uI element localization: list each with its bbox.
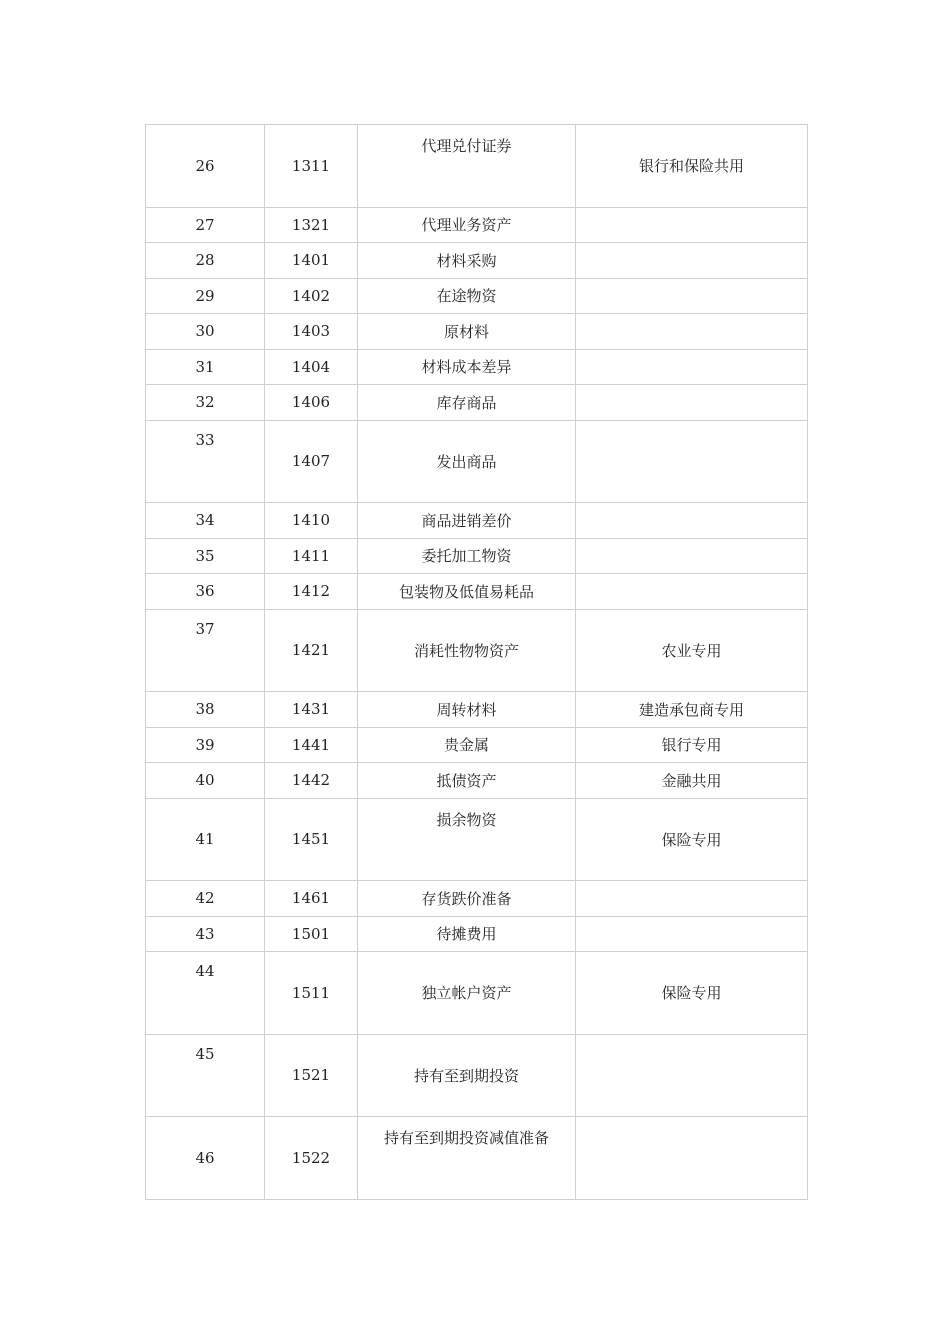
account-code-text: 1311: [291, 156, 331, 175]
account-name-text: 原材料: [443, 322, 489, 341]
row-number-text: 30: [195, 322, 215, 341]
account-name-cell: [358, 609, 576, 692]
account-code-text: 1522: [291, 1148, 331, 1167]
row-number-text: 34: [195, 511, 215, 530]
account-name-text: 持有至到期投资减值准备: [383, 1129, 549, 1147]
table-row: [146, 385, 808, 421]
account-name-text: 材料采购: [436, 251, 497, 270]
row-number-cell: [146, 763, 265, 799]
table-row: [146, 503, 808, 539]
row-number-cell: [146, 798, 265, 881]
account-name-cell: [358, 349, 576, 385]
account-code-cell: [265, 574, 358, 610]
row-number-cell: [146, 349, 265, 385]
row-number-cell: [146, 278, 265, 314]
account-code-cell: [265, 1034, 358, 1117]
row-number-text: 40: [195, 771, 215, 790]
table-row: [146, 574, 808, 610]
row-number-text: 41: [195, 830, 215, 849]
account-code-text: 1442: [291, 771, 331, 790]
row-number-text: 43: [195, 924, 215, 943]
row-number-text: 38: [195, 700, 215, 719]
account-code-text: 1406: [291, 393, 331, 412]
usage-note-cell: [576, 125, 808, 208]
account-name-cell: [358, 952, 576, 1035]
row-number-text: 28: [195, 251, 215, 270]
account-code-text: 1521: [291, 1066, 331, 1085]
row-number-text: 32: [195, 393, 215, 412]
row-number-text: 46: [195, 1148, 215, 1167]
table-row: [146, 243, 808, 279]
usage-note-cell: [576, 243, 808, 279]
table-row: [146, 278, 808, 314]
row-number-cell: [146, 385, 265, 421]
row-number-cell: [146, 952, 265, 1035]
account-code-text: 1461: [291, 889, 331, 908]
usage-note-cell: [576, 503, 808, 539]
account-code-cell: [265, 125, 358, 208]
account-name-text: 消耗性物物资产: [413, 641, 519, 660]
table-row: [146, 609, 808, 692]
account-code-text: 1431: [291, 700, 331, 719]
account-code-cell: [265, 278, 358, 314]
account-name-cell: [358, 798, 576, 881]
usage-note-cell: [576, 538, 808, 574]
account-code-text: 1403: [291, 322, 331, 341]
table-row: [146, 207, 808, 243]
row-number-cell: [146, 207, 265, 243]
account-code-cell: [265, 916, 358, 952]
account-code-text: 1410: [291, 511, 331, 530]
account-name-cell: [358, 207, 576, 243]
table-row: [146, 916, 808, 952]
account-code-cell: [265, 798, 358, 881]
table-row: [146, 1034, 808, 1117]
row-number-cell: [146, 916, 265, 952]
row-number-cell: [146, 503, 265, 539]
row-number-cell: [146, 243, 265, 279]
table-row: [146, 314, 808, 350]
usage-note-text: 金融共用: [661, 771, 722, 790]
account-code-text: 1402: [291, 286, 331, 305]
usage-note-cell: [576, 314, 808, 350]
account-name-cell: [358, 881, 576, 917]
account-name-text: 在途物资: [436, 287, 497, 306]
account-name-text: 代理兑付证券: [421, 137, 512, 155]
usage-note-cell: [576, 278, 808, 314]
account-code-cell: [265, 420, 358, 503]
usage-note-text: 农业专用: [661, 641, 722, 660]
usage-note-text: 银行专用: [661, 736, 722, 755]
table-row: [146, 1117, 808, 1200]
usage-note-cell: [576, 609, 808, 692]
usage-note-cell: [576, 798, 808, 881]
usage-note-cell: [576, 692, 808, 728]
usage-note-cell: [576, 881, 808, 917]
usage-note-text: 保险专用: [661, 830, 722, 849]
table-row: [146, 538, 808, 574]
account-name-cell: [358, 727, 576, 763]
table-row: [146, 420, 808, 503]
account-code-text: 1321: [291, 215, 331, 234]
account-code-text: 1421: [291, 641, 331, 660]
account-code-cell: [265, 243, 358, 279]
table-row: [146, 881, 808, 917]
account-code-text: 1412: [291, 582, 331, 601]
account-code-cell: [265, 727, 358, 763]
table-row: [146, 798, 808, 881]
usage-note-cell: [576, 574, 808, 610]
table-row: [146, 125, 808, 208]
account-name-cell: [358, 574, 576, 610]
row-number-text: 36: [195, 582, 215, 601]
account-code-cell: [265, 609, 358, 692]
row-number-cell: [146, 881, 265, 917]
account-name-cell: [358, 692, 576, 728]
table-row: [146, 692, 808, 728]
account-name-cell: [358, 420, 576, 503]
row-number-cell: [146, 574, 265, 610]
usage-note-cell: [576, 385, 808, 421]
account-code-cell: [265, 538, 358, 574]
account-code-text: 1411: [291, 546, 331, 565]
table-row: [146, 763, 808, 799]
account-name-cell: [358, 125, 576, 208]
account-code-text: 1451: [291, 830, 331, 849]
usage-note-cell: [576, 727, 808, 763]
row-number-text: 45: [195, 1044, 215, 1063]
account-name-cell: [358, 243, 576, 279]
account-name-cell: [358, 916, 576, 952]
row-number-text: 29: [195, 286, 215, 305]
row-number-cell: [146, 692, 265, 728]
account-name-cell: [358, 763, 576, 799]
row-number-text: 27: [195, 215, 215, 234]
account-name-cell: [358, 385, 576, 421]
account-name-text: 商品进销差价: [421, 511, 512, 530]
account-name-cell: [358, 503, 576, 539]
account-name-text: 存货跌价准备: [421, 889, 512, 908]
account-name-cell: [358, 278, 576, 314]
account-code-cell: [265, 503, 358, 539]
usage-note-text: 建造承包商专用: [638, 700, 744, 719]
account-name-text: 代理业务资产: [421, 216, 512, 235]
row-number-cell: [146, 125, 265, 208]
usage-note-cell: [576, 207, 808, 243]
row-number-text: 37: [195, 619, 215, 638]
account-code-cell: [265, 349, 358, 385]
account-name-text: 持有至到期投资: [413, 1066, 519, 1085]
account-code-text: 1511: [291, 983, 331, 1002]
usage-note-text: 保险专用: [661, 984, 722, 1003]
account-name-text: 委托加工物资: [421, 547, 512, 566]
row-number-cell: [146, 538, 265, 574]
row-number-cell: [146, 314, 265, 350]
account-code-cell: [265, 385, 358, 421]
usage-note-cell: [576, 1117, 808, 1200]
account-code-cell: [265, 763, 358, 799]
account-code-cell: [265, 692, 358, 728]
account-code-cell: [265, 952, 358, 1035]
account-code-text: 1404: [291, 357, 331, 376]
account-name-text: 抵债资产: [436, 771, 497, 790]
row-number-text: 31: [195, 357, 215, 376]
account-name-text: 贵金属: [443, 736, 489, 755]
account-name-text: 独立帐户资产: [421, 984, 512, 1003]
row-number-cell: [146, 609, 265, 692]
row-number-cell: [146, 1117, 265, 1200]
table-body: [146, 125, 808, 1200]
accounts-table: [145, 124, 808, 1200]
account-name-cell: [358, 314, 576, 350]
table-row: [146, 727, 808, 763]
table-row: [146, 952, 808, 1035]
account-code-cell: [265, 881, 358, 917]
account-name-text: 包装物及低值易耗品: [398, 582, 534, 601]
row-number-cell: [146, 1034, 265, 1117]
account-code-text: 1407: [291, 452, 331, 471]
account-code-cell: [265, 1117, 358, 1200]
account-code-text: 1441: [291, 735, 331, 754]
account-name-text: 周转材料: [436, 700, 497, 719]
usage-note-cell: [576, 916, 808, 952]
row-number-cell: [146, 727, 265, 763]
account-code-text: 1401: [291, 251, 331, 270]
table-row: [146, 349, 808, 385]
account-name-text: 待摊费用: [436, 925, 497, 944]
usage-note-cell: [576, 952, 808, 1035]
account-name-text: 库存商品: [436, 393, 497, 412]
account-name-cell: [358, 1117, 576, 1200]
usage-note-cell: [576, 420, 808, 503]
account-code-text: 1501: [291, 924, 331, 943]
account-name-cell: [358, 538, 576, 574]
row-number-cell: [146, 420, 265, 503]
row-number-text: 35: [195, 546, 215, 565]
row-number-text: 39: [195, 735, 215, 754]
usage-note-cell: [576, 763, 808, 799]
account-name-text: 材料成本差异: [421, 358, 512, 377]
account-name-text: 发出商品: [436, 452, 497, 471]
row-number-text: 42: [195, 889, 215, 908]
row-number-text: 26: [195, 156, 215, 175]
usage-note-cell: [576, 1034, 808, 1117]
account-code-cell: [265, 207, 358, 243]
usage-note-cell: [576, 349, 808, 385]
row-number-text: 44: [195, 962, 215, 980]
row-number-text: 33: [195, 430, 215, 449]
usage-note-text: 银行和保险共用: [638, 157, 744, 176]
account-name-cell: [358, 1034, 576, 1117]
account-name-text: 损余物资: [436, 810, 497, 829]
account-code-cell: [265, 314, 358, 350]
